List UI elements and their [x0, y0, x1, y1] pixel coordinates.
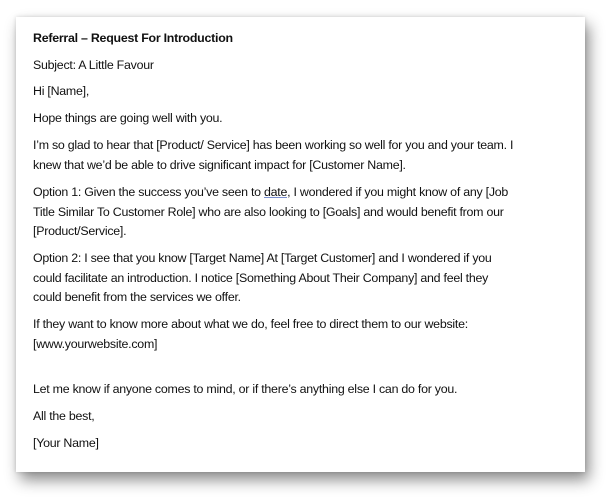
spellcheck-underlined-word: date,	[264, 185, 291, 199]
paragraph-1-line-2: knew that we’d be able to drive significant impact for [Customer Name].	[33, 158, 406, 172]
option-1-line-2: Title Similar To Customer Role] who are also looking to [Goals] and would benefit from our	[33, 205, 504, 219]
option-1-text: Option 1: Given the success you’ve seen to	[33, 185, 265, 199]
greeting: Hi [Name],	[33, 84, 90, 98]
signature: [Your Name]	[33, 436, 99, 450]
option-1-line-1	[33, 185, 508, 200]
subject-line: Subject: A Little Favour	[33, 58, 154, 72]
closing-line: Let me know if anyone comes to mind, or if there’s anything else I can do for you.	[33, 382, 458, 396]
website-line-1: If they want to know more about what we do, feel free to direct them to our website:	[33, 317, 468, 331]
document-page	[16, 17, 585, 472]
opening-line: Hope things are going well with you.	[33, 111, 223, 125]
option-2-line-2: could facilitate an introduction. I notice [Something About Their Company] and feel they	[33, 271, 489, 285]
option-2-line-3: could benefit from the services we offer.	[33, 290, 241, 304]
paragraph-1-line-1: I’m so glad to hear that [Product/ Service] has been working so well for you and your team. I	[33, 138, 514, 152]
website-url: [www.yourwebsite.com]	[33, 337, 158, 351]
option-2-line-1: Option 2: I see that you know [Target Name] At [Target Customer] and I wondered if you	[33, 251, 492, 265]
document-title: Referral – Request For Introduction	[33, 31, 233, 45]
option-1-text-end: I wondered if you might know of any [Job	[290, 185, 509, 199]
signoff: All the best,	[33, 409, 95, 423]
option-1-line-3: [Product/Service].	[33, 224, 127, 238]
